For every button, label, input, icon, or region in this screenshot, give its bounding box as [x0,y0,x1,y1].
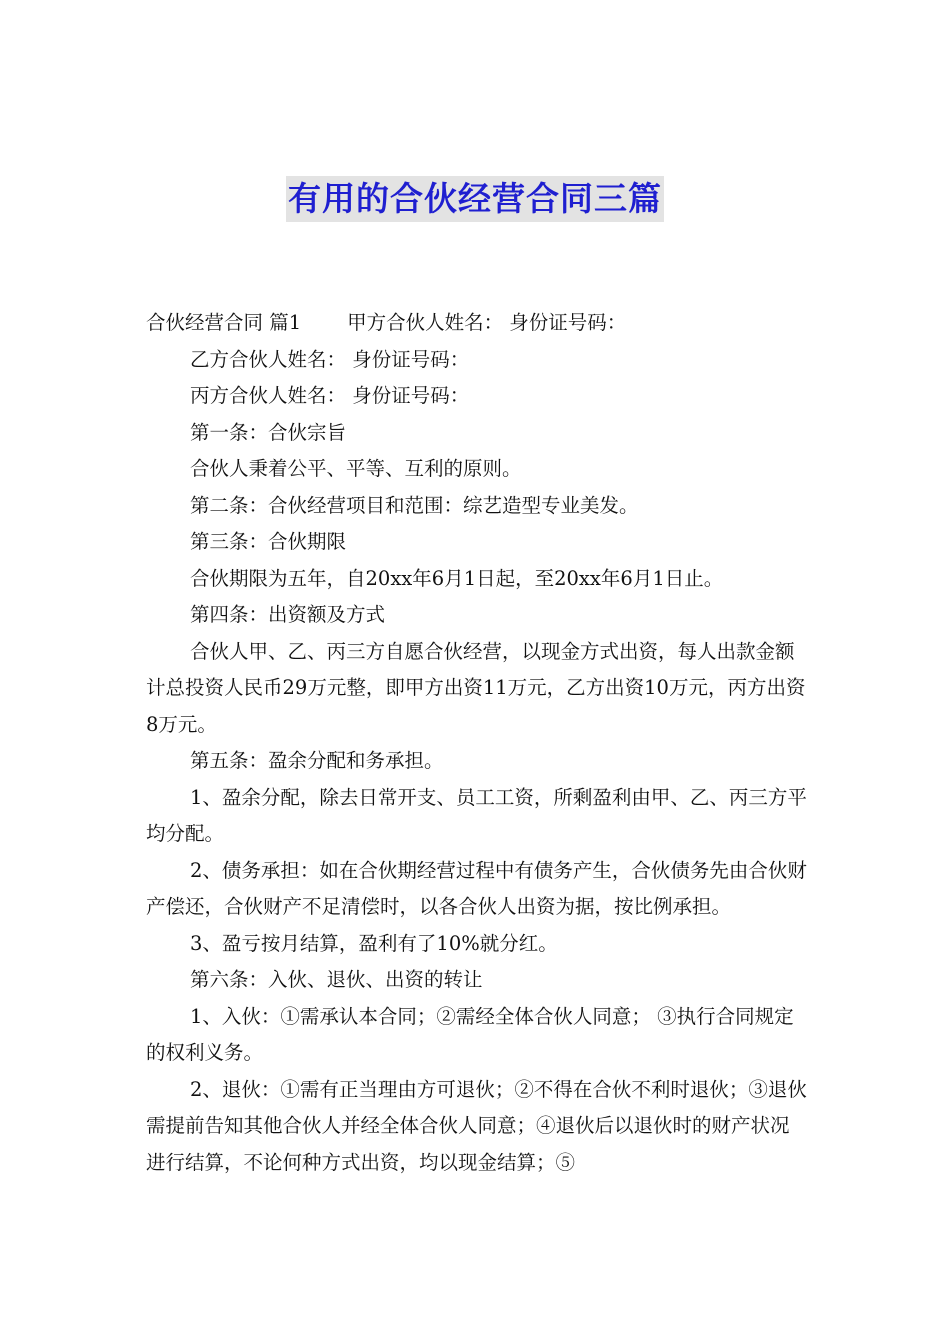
paragraph: 乙方合伙人姓名： 身份证号码： [190,347,470,371]
paragraph: 合伙人秉着公平、平等、互利的原则。 [190,457,522,480]
document-body [146,305,808,1181]
paragraph: 合伙期限为五年，自20xx年6月1日起，至20xx年6月1日止。 [190,566,724,590]
paragraph: 第三条：合伙期限 [190,530,347,553]
paragraph: 第六条：入伙、退伙、出资的转让 [190,968,483,991]
contract-label: 合伙经营合同 篇1 [146,311,302,334]
first-line [146,305,808,342]
document-title: 有用的合伙经营合同三篇 [286,176,664,222]
paragraph: 2、退伙：①需有正当理由方可退伙；②不得在合伙不利时退伙；③退伙需提前告知其他合伙人并经全体合伙人同意；④退伙后以退伙时的财产状况进行结算，不论何种方式出资，均以现金结算；⑤ [146,1077,807,1174]
paragraph: 2、债务承担：如在合伙期经营过程中有债务产生，合伙债务先由合伙财产偿还，合伙财产不足清偿时，以各合伙人出资为据，按比例承担。 [146,858,807,918]
party-a-line: 甲方合伙人姓名： 身份证号码： [347,311,627,334]
paragraph: 第四条：出资额及方式 [190,603,386,626]
paragraph: 3、盈亏按月结算，盈利有了10%就分红。 [190,931,558,955]
title-block [0,176,950,222]
paragraph: 1、入伙：①需承认本合同；②需经全体合伙人同意； ③执行合同规定的权利义务。 [146,1004,794,1064]
paragraph: 1、盈余分配，除去日常开支、员工工资，所剩盈利由甲、乙、丙三方平均分配。 [146,785,807,845]
paragraph: 第一条：合伙宗旨 [190,420,347,444]
paragraph: 第五条：盈余分配和务承担。 [190,749,444,772]
paragraph: 第二条：合伙经营项目和范围：综艺造型专业美发。 [190,493,639,517]
paragraph: 丙方合伙人姓名： 身份证号码： [190,384,470,407]
paragraph: 合伙人甲、乙、丙三方自愿合伙经营，以现金方式出资，每人出款金额计总投资人民币29万元整，即甲方出资11万元，乙方出资10万元，丙方出资8万元。 [146,639,806,736]
